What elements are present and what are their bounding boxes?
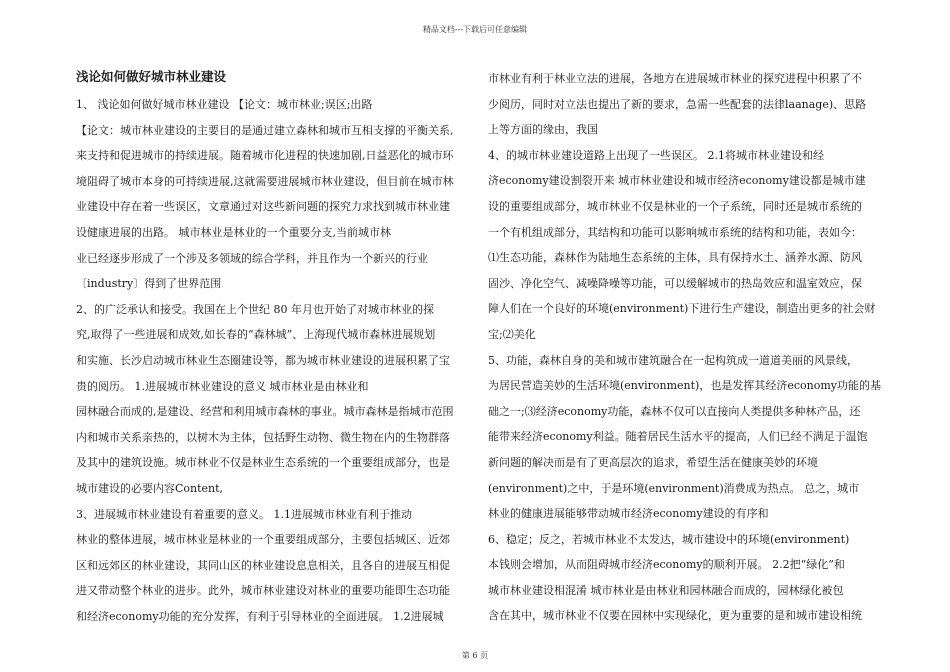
text-line: 本钱则会增加，从而阻碍城市经济economy的顺利开展。 2.2把“绿化”和 (488, 558, 845, 572)
text-line: 和经济economy功能的充分发挥，有利于引导林业的全面进展。 1.2进展城 (76, 609, 444, 623)
text-line: 固沙、净化空气、减噪降噪等功能，可以缓解城市的热岛效应和温室效应，保 (488, 276, 862, 290)
text-line: 城市林业建设相混淆 城市林业是由林业和园林融合而成的，园林绿化被包 (488, 583, 844, 597)
right-column (488, 66, 888, 629)
text-line: 础之一;⑶经济economy功能，森林不仅可以直接向人类提供多种林产品，还 (488, 404, 861, 418)
text-line: 业已经逐步形成了一个涉及多领域的综合学科，并且作为一个新兴的行业 (76, 251, 428, 265)
text-line: 区和远郊区的林业建设，其同山区的林业建设息息相关，且各自的进展互相促 (76, 558, 450, 572)
text-line: 和实施、长沙启动城市林业生态圈建设等，都为城市林业建设的进展积累了宝 (76, 353, 450, 367)
text-line: 进又带动整个林业的进步。此外，城市林业建设对林业的重要功能即生态功能 (76, 584, 450, 598)
article-title: 浅论如何做好城市林业建设 (76, 69, 227, 84)
text-line: 境阻碍了城市本身的可持续进展,这就需要进展城市林业建设，但目前在城市林 (76, 174, 454, 188)
right-column-text (488, 66, 888, 629)
text-line: 3、进展城市林业建设有着重要的意义。 1.1进展城市林业有利于推动 (76, 507, 412, 521)
text-line: 1、 浅论如何做好城市林业建设 【论文：城市林业;误区;出路 (76, 98, 373, 111)
text-line: 4、的城市林业建设道路上出现了一些误区。 2.1将城市林业建设和经 (488, 148, 824, 162)
text-line: 一个有机组成部分，其结构和功能可以影响城市系统的结构和功能，表如今： (488, 225, 862, 239)
text-line: 宝;⑵美化 (488, 327, 536, 341)
text-line: 济economy建设割裂开来 城市林业建设和城市经济economy建设都是城市建 (488, 174, 866, 188)
text-line: (environment)之中，于是环境(environment)消费成为热点。 总之，城市 (488, 481, 860, 495)
text-line: 市林业有利于林业立法的进展，各地方在进展城市林业的探究进程中积累了不 (488, 72, 862, 85)
text-line: 城市建设的必要内容Content, (76, 481, 224, 495)
text-line: 设健康进展的出路。 城市林业是林业的一个重要分支,当前城市林 (76, 225, 391, 239)
page-footer: 第 6 页 (461, 651, 489, 660)
text-line: 林业的整体进展，城市林业是林业的一个重要组成部分，主要包括城区、近郊 (76, 533, 450, 547)
text-line: 〔industry〕得到了世界范围 (76, 277, 222, 291)
text-line: 上等方面的缘由，我国 (488, 123, 598, 137)
text-line: 2、的广泛承认和接受。我国在上个世纪 80 年月也开始了对城市林业的探 (76, 302, 434, 316)
left-column (76, 66, 466, 629)
text-line: 园林融合而成的,是建设、经营和利用城市森林的事业。城市森林是指城市范围 (76, 405, 454, 419)
text-line: 6、稳定；反之，若城市林业不太发达，城市建设中的环境(environment) (488, 532, 850, 546)
text-line: 新问题的解决而是有了更高层次的追求，希望生活在健康美妙的环境 (488, 455, 818, 469)
text-line: 究,取得了一些进展和成效,如长春的“森林城”、上海现代城市森林进展规划 (76, 328, 436, 342)
text-line: 来支持和促进城市的持续进展。随着城市化进程的快速加剧,日益恶化的城市环 (76, 149, 454, 163)
text-line: 为居民营造美妙的生活环境(environment)，也是发挥其经济economy功能的基 (488, 379, 881, 393)
text-line: 贵的阅历。 1.进展城市林业建设的意义 城市林业是由林业和 (76, 379, 369, 393)
text-line: ⑴生态功能，森林作为陆地生态系统的主体，具有保持水土、涵养水源、防风 (488, 251, 862, 265)
text-line: 障人们在一个良好的环境(environment)下进行生产建设，制造出更多的社会财 (488, 302, 876, 316)
text-line: 设的重要组成部分，城市林业不仅是林业的一个子系统，同时还是城市系统的 (488, 199, 862, 213)
text-line: 5、功能，森林自身的美和城市建筑融合在一起构筑成一道道美丽的风景线， (488, 353, 858, 367)
page-header: 精品文档---下载后可任意编辑 (422, 25, 528, 34)
text-line: 及其中的建筑设施。城市林业不仅是林业生态系统的一个重要组成部分，也是 (76, 456, 450, 470)
text-line: 【论文：城市林业建设的主要目的是通过建立森林和城市互相支撑的平衡关系, (76, 123, 454, 137)
left-column-text (76, 92, 466, 629)
text-line: 能带来经济economy利益。随着居民生活水平的提高，人们已经不满足于温饱 (488, 430, 868, 444)
text-line: 林业的健康进展能够带动城市经济economy建设的有序和 (488, 507, 769, 521)
text-line: 少阅历，同时对立法也提出了新的要求，急需一些配套的法律laanage)、思路 (488, 97, 867, 111)
text-line: 业建设中存在着一些误区，文章通过对这些新问题的探究力求找到城市林业建 (76, 200, 450, 214)
text-line: 含在其中，城市林业不仅要在园林中实现绿化，更为重要的是和城市建设相统 (488, 609, 862, 623)
text-line: 内和城市关系亲热的，以树木为主体，包括野生动物、微生物在内的生物群落 (76, 430, 450, 444)
